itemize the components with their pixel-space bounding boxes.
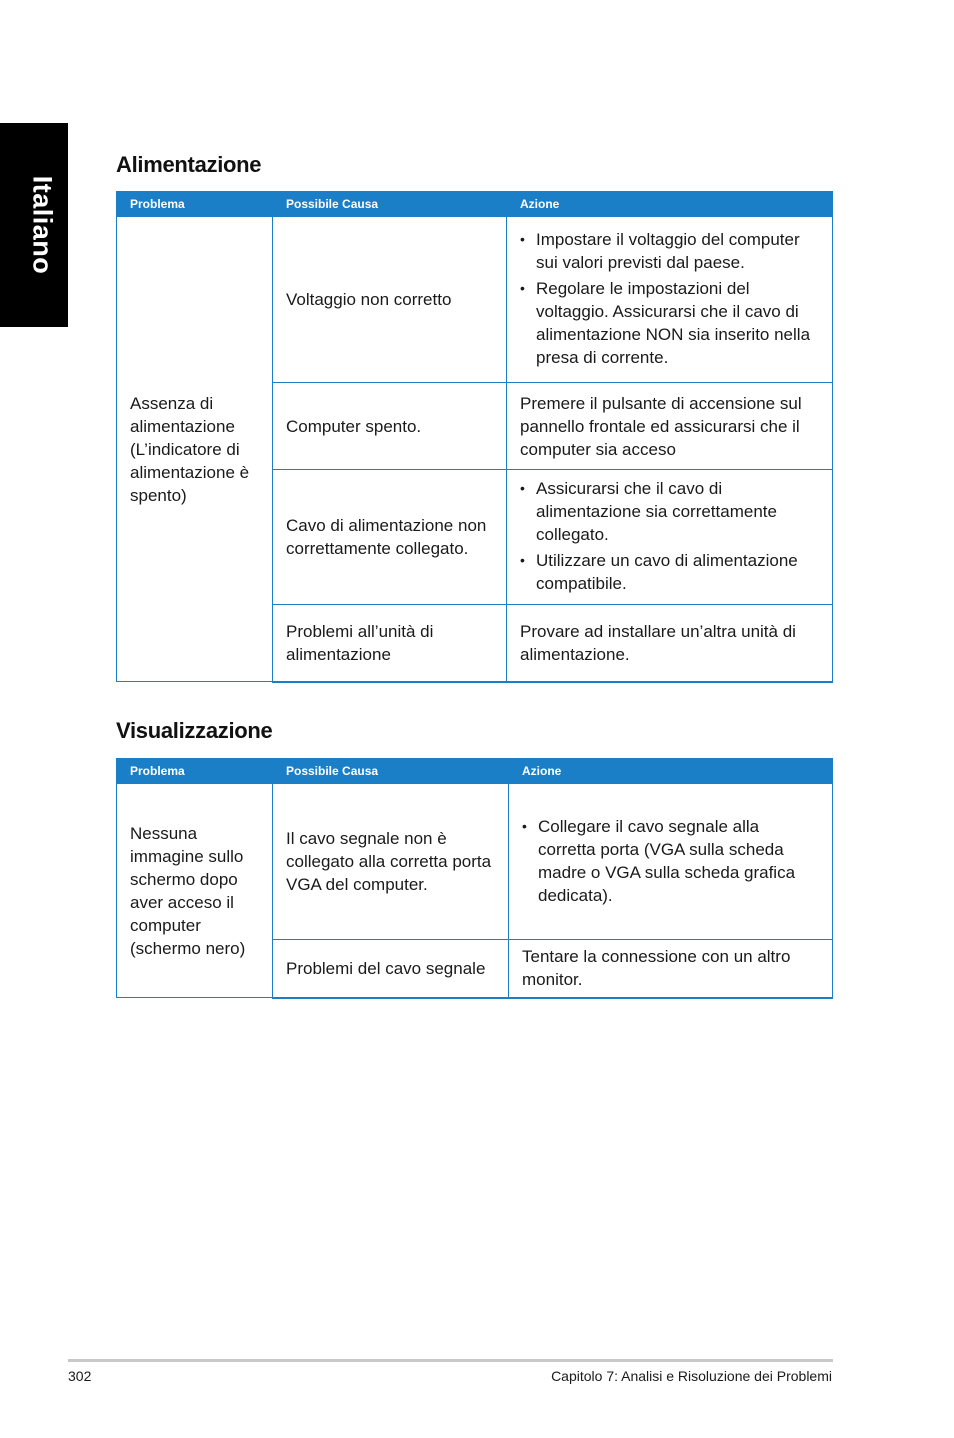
- action-item: • Impostare il voltaggio del computer sui valori previsti dal paese.: [520, 228, 819, 274]
- table-row: [117, 784, 833, 940]
- cause-cell: Voltaggio non corretto: [273, 217, 507, 383]
- action-item: • Collegare il cavo segnale alla corretta porta (VGA sulla scheda madre o VGA sulla scheda grafica dedicata).: [522, 815, 819, 907]
- footer-divider: [68, 1359, 833, 1362]
- section-title-visualizzazione: Visualizzazione: [116, 718, 273, 743]
- action-list: [520, 228, 819, 369]
- cause-cell: Computer spento.: [273, 383, 507, 470]
- table-alimentazione: [116, 191, 833, 683]
- table-row: [117, 217, 833, 383]
- problem-cell: Nessuna immagine sullo schermo dopo aver acceso il computer (schermo nero): [117, 784, 273, 998]
- action-list: [522, 815, 819, 907]
- header-problema: Problema: [117, 759, 273, 784]
- table-header-row: [117, 759, 833, 784]
- header-possibile-causa: Possibile Causa: [273, 759, 509, 784]
- action-cell: Provare ad installare un’altra unità di alimentazione.: [507, 605, 833, 682]
- section-title-alimentazione: Alimentazione: [116, 152, 262, 177]
- action-item: • Regolare le impostazioni del voltaggio. Assicurarsi che il cavo di alimentazione NON sia inserito nella presa di corrente.: [520, 277, 819, 369]
- cause-cell: Problemi all’unità di alimentazione: [273, 605, 507, 682]
- action-list: [520, 477, 819, 595]
- action-cell: [509, 784, 833, 940]
- chapter-title: Capitolo 7: Analisi e Risoluzione dei Problemi: [551, 1368, 832, 1384]
- table-visualizzazione: [116, 758, 833, 999]
- header-possibile-causa: Possibile Causa: [273, 192, 507, 217]
- page-number: 302: [68, 1368, 92, 1384]
- action-item: • Assicurarsi che il cavo di alimentazione sia correttamente collegato.: [520, 477, 819, 546]
- action-cell: [507, 217, 833, 383]
- action-cell: [507, 470, 833, 605]
- table-header-row: [117, 192, 833, 217]
- action-item: • Utilizzare un cavo di alimentazione compatibile.: [520, 549, 819, 595]
- cause-cell: Problemi del cavo segnale: [273, 940, 509, 998]
- language-tab-label: Italiano: [27, 175, 58, 275]
- action-cell: Premere il pulsante di accensione sul pannello frontale ed assicurarsi che il computer sia acceso: [507, 383, 833, 470]
- header-azione: Azione: [507, 192, 833, 217]
- header-problema: Problema: [117, 192, 273, 217]
- cause-cell: Cavo di alimentazione non correttamente collegato.: [273, 470, 507, 605]
- header-azione: Azione: [509, 759, 833, 784]
- problem-cell: Assenza di alimentazione (L’indicatore di alimentazione è spento): [117, 217, 273, 682]
- action-cell: Tentare la connessione con un altro monitor.: [509, 940, 833, 998]
- cause-cell: Il cavo segnale non è collegato alla corretta porta VGA del computer.: [273, 784, 509, 940]
